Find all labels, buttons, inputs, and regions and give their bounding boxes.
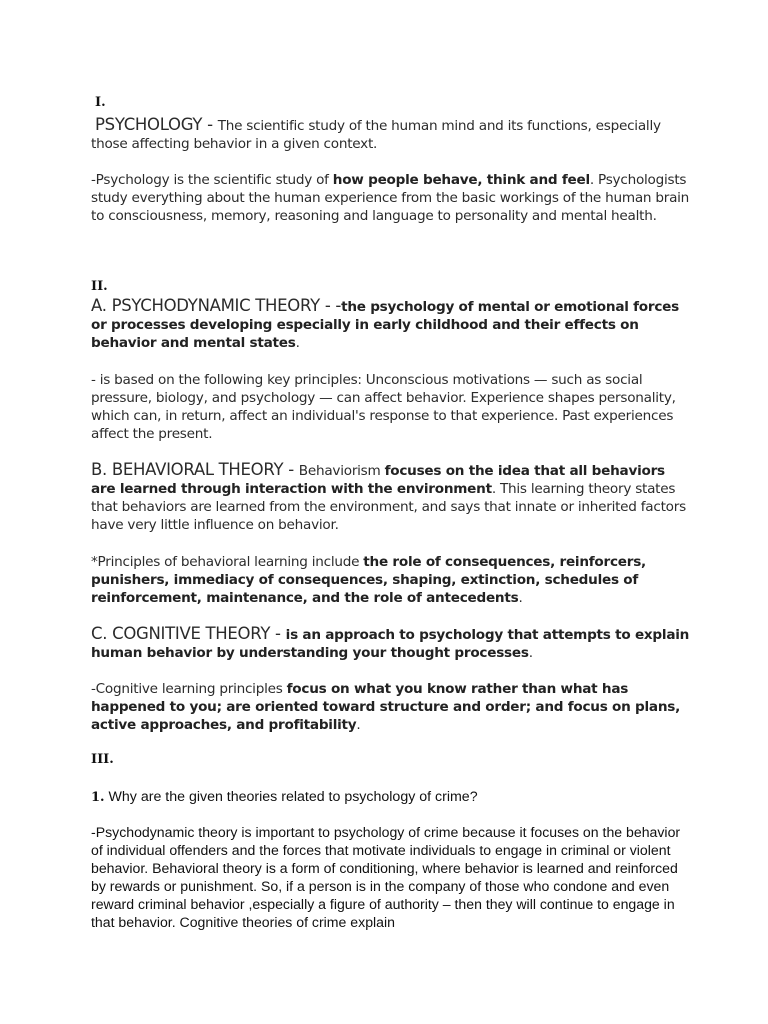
behavioral-text-emphasis: focuses on the idea that all behaviors are learned through interaction with the environment (91, 463, 665, 497)
psychodynamic-principles: - is based on the following key principles: Unconscious motivations — such as social pressure, biology, and psychology — can affect behavior. Experience shapes personality, which can, in return, affect an individual's response to that experience. Past experiences affect the present. (91, 372, 676, 442)
behavioral-definition (91, 461, 691, 534)
psychology-definition-text: The scientific study of the human mind and its functions, especially those affecting behavior in a given context. (91, 118, 661, 152)
cognitive-principles-emphasis: focus on what you know rather than what has happened to you; are oriented toward structure and order; and focus on plans, active approaches, and profitability (91, 681, 681, 733)
behavioral-dash: - (283, 460, 299, 479)
psychodynamic-definition-text: the psychology of mental or emotional forces or processes developing especially in early childhood and their effects on behavior and mental states (91, 299, 679, 351)
section-3-numeral: III. (91, 752, 114, 767)
psychology-definition (91, 116, 691, 153)
question-1-answer: -Psychodynamic theory is important to psychology of crime because it focuses on the behavior of individual offenders and the forces that motivate individuals to engage in criminal or violent behavior. Behavioral theory is a form of conditioning, where behavior is learned and reinforced by rewards or punishment. So, if a person is in the company of those who condone and even reward criminal behavior ,especially a figure of authority – then they will continue to engage in that behavior. Cognitive theories of crime explain (91, 824, 681, 930)
psychodynamic-period: . (295, 335, 300, 351)
psychology-paragraph-rest: . Psychologists study everything about the human experience from the basic workings of the human brain to consciousness, memory, reasoning and language to personality and mental health. (91, 172, 690, 224)
section-1-numeral: I. (95, 95, 106, 110)
question-1 (91, 788, 691, 807)
cognitive-principles-period: . (356, 717, 361, 733)
psychology-heading: PSYCHOLOGY (95, 115, 203, 134)
question-1-text: Why are the given theories related to psychology of crime? (104, 789, 478, 805)
psychodynamic-dash: - - (319, 296, 342, 315)
cognitive-period: . (528, 645, 533, 661)
behavioral-text-intro: Behaviorism (298, 463, 385, 479)
cognitive-definition (91, 625, 691, 662)
cognitive-heading: C. COGNITIVE THEORY (91, 624, 271, 643)
behavioral-heading: B. BEHAVIORAL THEORY (91, 460, 284, 479)
psychology-paragraph (91, 171, 691, 225)
psychology-paragraph-intro: -Psychology is the scientific study of (91, 172, 333, 188)
behavioral-principles (91, 553, 691, 607)
behavioral-principles-period: . (518, 590, 523, 606)
cognitive-definition-text: is an approach to psychology that attempts to explain human behavior by understanding your thought processes (91, 627, 690, 661)
cognitive-principles (91, 680, 691, 734)
behavioral-text-rest: . This learning theory states that behaviors are learned from the environment, and says that innate or inherited factors have very little influence on behavior. (91, 481, 686, 533)
cognitive-principles-intro: -Cognitive learning principles (91, 681, 287, 697)
behavioral-principles-intro: *Principles of behavioral learning include (91, 554, 364, 570)
section-2-numeral: II. (91, 279, 108, 294)
cognitive-dash: - (270, 624, 286, 643)
behavioral-principles-emphasis: the role of consequences, reinforcers, punishers, immediacy of consequences, shaping, extinction, schedules of reinforcement, maintenance, and the role of antecedents (91, 554, 646, 606)
psychodynamic-heading: A. PSYCHODYNAMIC THEORY (91, 296, 320, 315)
psychodynamic-definition (91, 297, 691, 352)
psychology-paragraph-emphasis: how people behave, think and feel (332, 172, 590, 188)
psychology-dash: - (202, 115, 218, 134)
question-1-number: 1. (91, 790, 105, 805)
